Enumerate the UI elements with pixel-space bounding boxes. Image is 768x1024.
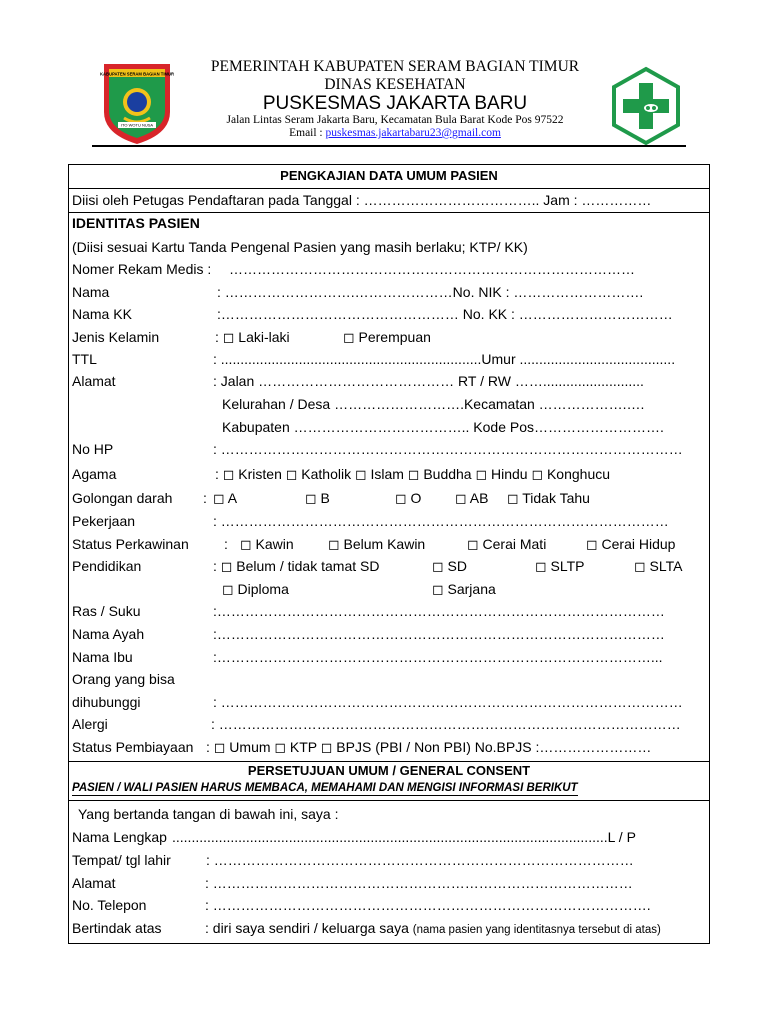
gov-name: PEMERINTAH KABUPATEN SERAM BAGIAN TIMUR	[210, 58, 580, 75]
agama-options[interactable]: : ◻ Kristen ◻ Katholik ◻ Islam ◻ Buddha ◻ Hindu ◻ Konghucu	[215, 466, 611, 482]
pend-option-slta[interactable]: ◻ SLTA	[634, 558, 683, 574]
kawin-option-belum[interactable]: ◻ Belum Kawin	[328, 536, 426, 552]
kk-field[interactable]: :…………………………………………… No. KK : ……………………………	[217, 306, 673, 322]
pend-option-sarjana[interactable]: ◻ Sarjana	[432, 581, 496, 597]
email-label: Email :	[289, 127, 326, 139]
pekerjaan-field[interactable]: : ……………………………………………………………………………………	[213, 513, 669, 529]
ibu-field[interactable]: :…………………………………………………………………………………...	[213, 649, 663, 665]
kawin-label: Status Perkawinan	[72, 536, 189, 552]
institution-address: Jalan Lintas Seram Jakarta Baru, Kecamatan Bula Barat Kode Pos 97522	[226, 114, 564, 126]
pekerjaan-label: Pekerjaan	[72, 513, 136, 529]
consent-atas-value[interactable]	[205, 920, 661, 936]
consent-alamat-field[interactable]: : ………………………………………………………………………………	[205, 875, 633, 891]
consent-divider-top	[68, 761, 710, 762]
consent-divider-bottom	[68, 800, 710, 801]
kawin-colon: :	[224, 536, 228, 552]
consent-nama-label: Nama Lengkap	[72, 829, 167, 845]
form-title: PENGKAJIAN DATA UMUM PASIEN	[280, 168, 498, 183]
emblem-motto-text: ITO WOTU NUSA	[120, 122, 154, 128]
rm-label: Nomer Rekam Medis :	[72, 261, 212, 277]
goldar-option-unknown[interactable]: ◻ Tidak Tahu	[507, 490, 590, 506]
biaya-options[interactable]: : ◻ Umum ◻ KTP ◻ BPJS (PBI / Non PBI) No.BPJS :……………………	[206, 739, 652, 755]
biaya-label: Status Pembiayaan	[72, 739, 194, 755]
consent-atas-note: (nama pasien yang identitasnya tersebut di atas)	[412, 924, 661, 936]
identitas-note: (Diisi sesuai Kartu Tanda Pengenal Pasien yang masih berlaku; KTP/ KK)	[72, 239, 528, 255]
consent-instruction: PASIEN / WALI PASIEN HARUS MEMBACA, MEMAHAMI DAN MENGISI INFORMASI BERIKUT	[72, 782, 578, 794]
consent-title: PERSETUJUAN UMUM / GENERAL CONSENT	[247, 763, 531, 778]
pend-option-belum-sd[interactable]: : ◻ Belum / tidak tamat SD	[213, 558, 380, 574]
form-title-divider	[68, 188, 710, 189]
alergi-label: Alergi	[72, 716, 108, 732]
goldar-label: Golongan darah	[72, 490, 173, 506]
form-border	[68, 164, 710, 944]
kawin-option-cerai-hidup[interactable]: ◻ Cerai Hidup	[586, 536, 676, 552]
ttl-umur-field[interactable]: : ...................................................................Umur ........................................	[213, 351, 676, 367]
nama-nik-field[interactable]: : ……………………….…………………No. NIK : ……………………….	[217, 284, 644, 300]
ras-field[interactable]: :……………………………………………………………………………………	[213, 603, 665, 619]
ibu-label: Nama Ibu	[72, 649, 133, 665]
ayah-label: Nama Ayah	[72, 626, 145, 642]
consent-ttl-field[interactable]: : ………………………………………………………………………………	[206, 852, 634, 868]
pendidikan-label: Pendidikan	[72, 558, 142, 574]
consent-alamat-label: Alamat	[72, 875, 116, 891]
ras-label: Ras / Suku	[72, 603, 141, 619]
pend-option-sltp[interactable]: ◻ SLTP	[535, 558, 585, 574]
consent-atas-label: Bertindak atas	[72, 920, 162, 936]
pend-option-sd[interactable]: ◻ SD	[432, 558, 467, 574]
consent-intro: Yang bertanda tangan di bawah ini, saya :	[78, 806, 339, 822]
goldar-option-o[interactable]: ◻ O	[395, 490, 422, 506]
jk-label: Jenis Kelamin	[72, 329, 160, 345]
ayah-field[interactable]: :……………………………………………………………………………………	[213, 626, 665, 642]
institution-title: PUSKESMAS JAKARTA BARU	[262, 93, 528, 114]
kontak-field[interactable]: : ………………………………………………………………………………………	[213, 694, 683, 710]
puskesmas-logo-icon	[610, 66, 682, 146]
consent-ttl-label: Tempat/ tgl lahir	[72, 852, 171, 868]
kontak-label-line2: dihubunggi	[72, 694, 141, 710]
kabupaten-field[interactable]: Kabupaten ……………………………….. Kode Pos……………………….	[222, 419, 664, 435]
hp-label: No HP	[72, 441, 114, 457]
kawin-option-cerai-mati[interactable]: ◻ Cerai Mati	[467, 536, 547, 552]
filled-by-divider	[68, 212, 710, 213]
emblem-top-text: KABUPATEN SERAM BAGIAN TIMUR	[100, 71, 174, 77]
hp-field[interactable]: : ………………………………………………………………………………………	[213, 441, 683, 457]
goldar-colon: :	[203, 490, 207, 506]
filled-by-field[interactable]: Diisi oleh Petugas Pendaftaran pada Tanggal : ……………………………….. Jam : ……………	[72, 192, 652, 208]
letterhead-divider	[92, 145, 686, 147]
jk-option-female[interactable]: ◻ Perempuan	[343, 329, 431, 345]
alamat-jalan-field[interactable]: : Jalan …………………………………… RT / RW ……..........................	[213, 373, 644, 389]
rm-field[interactable]: ……………………………………………………………………………	[229, 261, 635, 277]
consent-telp-label: No. Telepon	[72, 897, 147, 913]
alergi-field[interactable]: : ………………………………………………………………………………………	[211, 716, 681, 732]
nama-label: Nama	[72, 284, 110, 300]
alamat-label: Alamat	[72, 373, 116, 389]
goldar-option-ab[interactable]: ◻ AB	[455, 490, 489, 506]
kelurahan-field[interactable]: Kelurahan / Desa ……………………….Kecamatan ……………….….	[222, 396, 645, 412]
goldar-option-a[interactable]: ◻ A	[213, 490, 238, 506]
goldar-option-b[interactable]: ◻ B	[305, 490, 330, 506]
kontak-label-line1: Orang yang bisa	[72, 671, 175, 687]
consent-telp-field[interactable]: : ………………………………………………………………………………….	[205, 897, 651, 913]
agama-label: Agama	[72, 466, 117, 482]
kawin-option-kawin[interactable]: ◻ Kawin	[240, 536, 294, 552]
consent-atas-text: : diri saya sendiri / keluarga saya	[205, 920, 409, 936]
identitas-heading: IDENTITAS PASIEN	[72, 215, 200, 231]
jk-option-male[interactable]: : ◻ Laki-laki	[215, 329, 290, 345]
consent-nama-field[interactable]: ................................................................................................................L / P	[172, 829, 636, 845]
email-link[interactable]: puskesmas.jakartabaru23@gmail.com	[325, 127, 501, 139]
kk-label: Nama KK	[72, 306, 132, 322]
pend-option-diploma[interactable]: ◻ Diploma	[222, 581, 289, 597]
ttl-label: TTL	[72, 351, 97, 367]
department-name: DINAS KESEHATAN	[324, 76, 466, 93]
